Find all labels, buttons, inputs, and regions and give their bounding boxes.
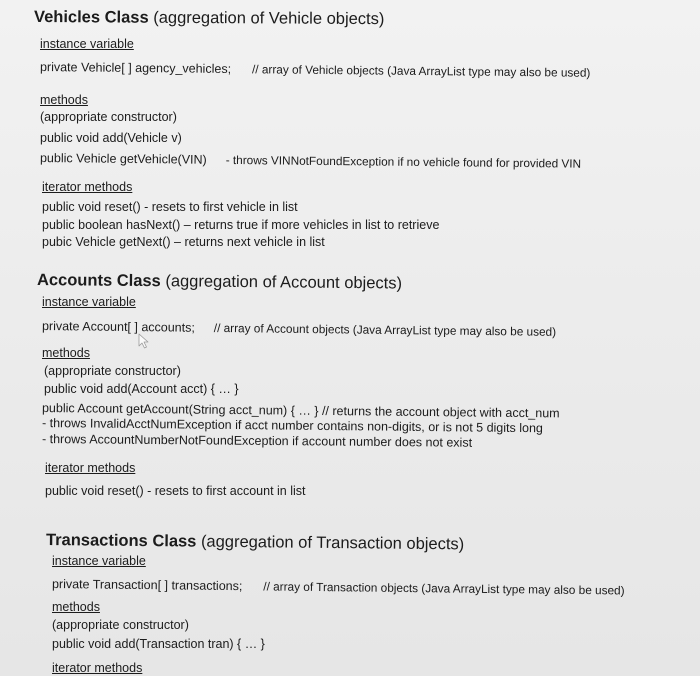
vehicles-getvehicle-signature: public Vehicle getVehicle(VIN) — [39, 151, 207, 167]
accounts-class-subtitle: (aggregation of Account objects) — [165, 272, 403, 293]
vehicles-class-subtitle: (aggregation of Vehicle objects) — [153, 8, 385, 29]
transactions-class-heading — [46, 530, 464, 554]
vehicles-getvehicle-note: - throws VINNotFoundException if no vehicle found for provided VIN — [225, 152, 582, 171]
accounts-throws-not-found: - throws AccountNumberNotFoundException if account number does not exist — [41, 432, 473, 450]
vehicles-method-constructor: (appropriate constructor) — [40, 110, 177, 124]
mouse-pointer-icon — [138, 333, 150, 349]
vehicles-instance-variable — [40, 60, 591, 81]
transactions-instance-variable — [52, 577, 625, 598]
transactions-methods-label: methods — [52, 600, 100, 614]
vehicles-methods-label: methods — [40, 93, 88, 107]
accounts-throws-invalid-acct: - throws InvalidAcctNumException if acct number contains non-digits, or is not 5 digits long — [41, 416, 543, 436]
transactions-instance-declaration: private Transaction[ ] transactions; — [51, 577, 243, 594]
accounts-instance-comment: // array of Account objects (Java ArrayList type may also be used) — [213, 320, 557, 339]
vehicles-iterator-hasnext: public boolean hasNext() – returns true if more vehicles in list to retrieve — [42, 218, 440, 232]
vehicles-method-getvehicle — [40, 151, 581, 172]
accounts-method-constructor: (appropriate constructor) — [44, 364, 181, 378]
accounts-method-add: public void add(Account acct) { … } — [44, 382, 239, 396]
accounts-instance-declaration: private Account[ ] accounts; — [41, 319, 195, 335]
transactions-class-subtitle: (aggregation of Transaction objects) — [200, 532, 465, 554]
accounts-iterator-reset: public void reset() - resets to first account in list — [45, 484, 306, 498]
vehicles-class-name: Vehicles Class — [33, 8, 149, 27]
accounts-class-heading — [37, 270, 402, 294]
vehicles-instance-variable-label: instance variable — [40, 37, 134, 51]
vehicles-iterator-getnext: pubic Vehicle getNext() – returns next vehicle in list — [42, 235, 325, 249]
vehicles-iterator-label: iterator methods — [42, 180, 133, 194]
transactions-class-name: Transactions Class — [45, 531, 197, 551]
transactions-iterator-label: iterator methods — [52, 661, 143, 675]
vehicles-instance-comment: // array of Vehicle objects (Java ArrayList type may also be used) — [251, 62, 591, 80]
accounts-method-getaccount: public Account getAccount(String acct_num) { … } // returns the account object with acct_num — [41, 401, 560, 421]
transactions-method-add: public void add(Transaction tran) { … } — [52, 637, 265, 651]
accounts-instance-variable — [42, 319, 556, 340]
vehicles-method-add: public void add(Vehicle v) — [40, 131, 182, 145]
accounts-instance-variable-label: instance variable — [42, 295, 136, 309]
vehicles-instance-declaration: private Vehicle[ ] agency_vehicles; — [39, 60, 232, 77]
accounts-methods-label: methods — [42, 346, 90, 360]
vehicles-iterator-reset: public void reset() - resets to first vehicle in list — [42, 200, 298, 214]
transactions-instance-comment: // array of Transaction objects (Java ArrayList type may also be used) — [263, 579, 625, 598]
accounts-class-name: Accounts Class — [36, 271, 161, 291]
transactions-instance-variable-label: instance variable — [52, 554, 146, 568]
transactions-method-constructor: (appropriate constructor) — [52, 618, 189, 632]
accounts-iterator-label: iterator methods — [45, 461, 136, 475]
vehicles-class-heading — [34, 7, 385, 29]
